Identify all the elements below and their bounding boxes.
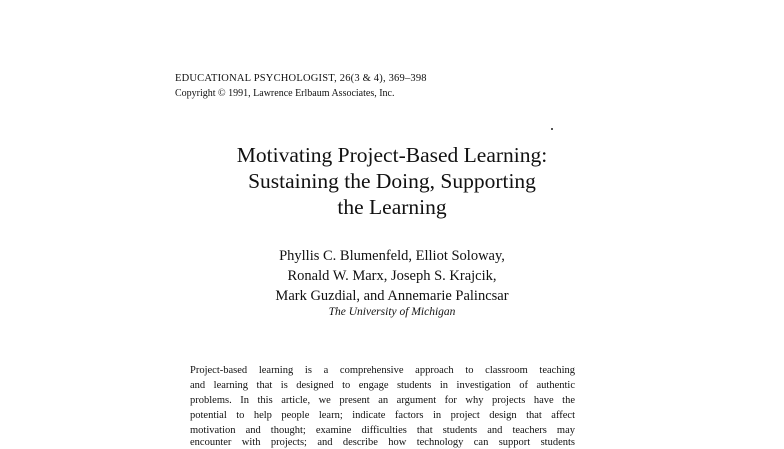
author-line-3: Mark Guzdial, and Annemarie Palincsar [275, 288, 509, 304]
article-title-line-1: Motivating Project-Based Learning: [236, 143, 548, 167]
copyright-notice: Copyright © 1991, Lawrence Erlbaum Associates, Inc. [175, 88, 395, 99]
abstract-line: and learning that is designed to engage students in investigation of authentic [190, 380, 575, 391]
scan-speck [551, 128, 553, 130]
journal-citation: EDUCATIONAL PSYCHOLOGIST, 26(3 & 4), 369–398 [175, 73, 427, 84]
article-title-line-2: Sustaining the Doing, Supporting [248, 169, 536, 193]
abstract-line: encounter with projects; and describe how technology can support students [190, 437, 575, 448]
author-line-2: Ronald W. Marx, Joseph S. Krajcik, [287, 268, 497, 284]
abstract-line: motivation and thought; examine difficulties that students and teachers may [190, 425, 575, 436]
abstract-line: problems. In this article, we present an argument for why projects have the [190, 395, 575, 406]
abstract-line: Project-based learning is a comprehensive approach to classroom teaching [190, 365, 575, 376]
abstract-line: potential to help people learn; indicate factors in project design that affect [190, 410, 575, 421]
article-title-line-3: the Learning [337, 195, 447, 219]
author-affiliation: The University of Michigan [328, 306, 456, 318]
author-line-1: Phyllis C. Blumenfeld, Elliot Soloway, [279, 248, 505, 264]
